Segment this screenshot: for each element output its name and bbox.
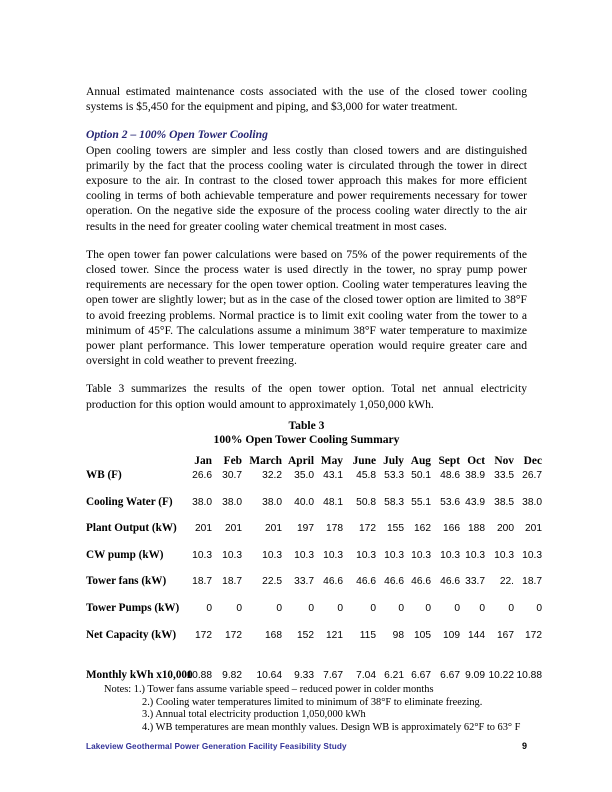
- cell: 172: [195, 629, 212, 641]
- table-row: [86, 615, 542, 642]
- cell: 50.1: [411, 470, 431, 482]
- cell: 10.3: [262, 549, 282, 561]
- cell: 144: [468, 629, 485, 641]
- cell: 55.1: [411, 496, 431, 508]
- table-header-feb: Feb: [223, 455, 242, 468]
- cell: 0: [479, 603, 485, 615]
- cell: 33.7: [465, 576, 485, 588]
- paragraph-table-intro: Table 3 summarizes the results of the open tower option. Total net annual electricity production for this option would amount to approximately 1,050,000 kWh.: [86, 382, 527, 411]
- table-row: [86, 469, 542, 482]
- cell: 10.88: [516, 669, 542, 681]
- cell: 201: [265, 523, 282, 535]
- cell: 6.21: [384, 669, 404, 681]
- cell: 22.5: [262, 576, 282, 588]
- cell: 105: [414, 629, 431, 641]
- note-text-3: 3.) Annual total electricity production 1,050,000 kWh: [142, 709, 366, 721]
- cell: 0: [536, 603, 542, 615]
- cell: 121: [326, 629, 343, 641]
- cell: 18.7: [522, 576, 542, 588]
- table-header-jan: Jan: [194, 455, 212, 468]
- table-header-nov: Nov: [494, 455, 514, 468]
- row-label-tower-pumps: Tower Pumps (kW): [86, 602, 180, 615]
- cell: 32.2: [262, 470, 282, 482]
- cell: 115: [359, 629, 376, 641]
- row-label-cooling-water: Cooling Water (F): [86, 495, 173, 508]
- cell: 0: [308, 603, 314, 615]
- table-row: [86, 562, 542, 589]
- cell: 46.6: [323, 576, 343, 588]
- table-notes: [86, 684, 527, 735]
- cell: 0: [454, 603, 460, 615]
- cell: 33.7: [294, 576, 314, 588]
- cell: 10.3: [384, 549, 404, 561]
- cell: 40.0: [294, 496, 314, 508]
- table-header-sept: Sept: [438, 455, 460, 468]
- note-line: [142, 697, 527, 710]
- cell: 172: [525, 629, 542, 641]
- cell: 0: [276, 603, 282, 615]
- cell: 46.6: [440, 576, 460, 588]
- cell: 38.9: [465, 470, 485, 482]
- cell: 10.3: [294, 549, 314, 561]
- cell: 188: [468, 523, 485, 535]
- cell: 38.0: [192, 496, 212, 508]
- cell: 53.3: [384, 470, 404, 482]
- table-row: [86, 482, 542, 509]
- cell: 10.3: [465, 549, 485, 561]
- table-row: [86, 642, 542, 682]
- cell: 10.3: [356, 549, 376, 561]
- cell: 201: [225, 523, 242, 535]
- cell: 18.7: [192, 576, 212, 588]
- cell: 109: [443, 629, 460, 641]
- cell: 26.7: [522, 470, 542, 482]
- cell: 18.7: [222, 576, 242, 588]
- cell: 178: [326, 523, 343, 535]
- table-caption-line-2: 100% Open Tower Cooling Summary: [213, 433, 400, 447]
- cell: 53.6: [440, 496, 460, 508]
- cell: 162: [414, 523, 431, 535]
- row-label-plant-output: Plant Output (kW): [86, 522, 177, 535]
- cell: 10.3: [522, 549, 542, 561]
- note-text-1: 1.) Tower fans assume variable speed – reduced power in colder months: [133, 683, 434, 695]
- cell: 48.6: [440, 470, 460, 482]
- row-label-wb: WB (F): [86, 469, 122, 482]
- page-footer: [86, 742, 527, 756]
- cell: 155: [387, 523, 404, 535]
- cell: 10.3: [494, 549, 514, 561]
- cell: 38.0: [522, 496, 542, 508]
- cell: 10.3: [440, 549, 460, 561]
- cell: 197: [297, 523, 314, 535]
- cell: 0: [508, 603, 514, 615]
- cell: 46.6: [411, 576, 431, 588]
- cell: 43.1: [323, 470, 343, 482]
- cell: 6.67: [440, 669, 460, 681]
- cell: 10.88: [186, 669, 212, 681]
- cell: 0: [337, 603, 343, 615]
- table-header-june: June: [352, 455, 376, 468]
- note-text-4: 4.) WB temperatures are mean monthly values. Design WB is approximately 62°F to 63° F: [142, 722, 521, 734]
- paragraph-maintenance-costs: Annual estimated maintenance costs associated with the use of the closed tower cooling systems is $5,450 for the equipment and piping, and $3,000 for water treatment.: [86, 85, 527, 114]
- table-body: [86, 469, 542, 682]
- cell: 43.9: [465, 496, 485, 508]
- cell: 38.0: [222, 496, 242, 508]
- cell: 172: [225, 629, 242, 641]
- cell: 35.0: [294, 470, 314, 482]
- table-row: [86, 509, 542, 536]
- cell: 98: [392, 629, 404, 641]
- cell: 10.64: [256, 669, 282, 681]
- cell: 46.6: [356, 576, 376, 588]
- cell: 0: [236, 603, 242, 615]
- page-content: [86, 84, 542, 735]
- cell: 0: [370, 603, 376, 615]
- cell: 33.5: [494, 470, 514, 482]
- open-tower-cooling-summary-table: [86, 454, 542, 682]
- page-number: 9: [521, 741, 527, 751]
- cell: 6.67: [411, 669, 431, 681]
- cell: 10.3: [192, 549, 212, 561]
- table-row: [86, 589, 542, 616]
- table-header-row: [86, 454, 542, 469]
- cell: 10.3: [411, 549, 431, 561]
- table-header-may: May: [320, 455, 343, 468]
- cell: 22.: [499, 576, 514, 588]
- paragraph-fan-power-calculations: The open tower fan power calculations were based on 75% of the power requirements of the closed tower. Since the process water is used directly in the tower, no spray pump power requirements are necessary for the open tower option. Cooling water temperatures leaving the open tower are slightly lower; but as in the case of the closed tower option are limited to 38°F to avoid freezing problems. Normal practice is to limit exit cooling water from the tower to a minimum of 45°F. The calculations assume a minimum 38°F water temperature to maximize power plant performance. This lower temperature operation would require greater care and oversight in cold weather to prevent freezing.: [86, 247, 527, 368]
- table-header-july: July: [383, 455, 404, 468]
- cell: 26.6: [192, 470, 212, 482]
- row-label-net-capacity: Net Capacity (kW): [86, 628, 177, 641]
- cell: 9.09: [465, 669, 485, 681]
- cell: 45.8: [356, 470, 376, 482]
- cell: 50.8: [356, 496, 376, 508]
- cell: 172: [359, 523, 376, 535]
- table-header-april: April: [288, 455, 314, 468]
- row-label-tower-fans: Tower fans (kW): [86, 575, 167, 588]
- cell: 58.3: [384, 496, 404, 508]
- cell: 9.82: [222, 669, 242, 681]
- note-line: [142, 709, 527, 722]
- table-header-rowlabel: [86, 454, 182, 469]
- cell: 200: [497, 523, 514, 535]
- section-heading-option-2: Option 2 – 100% Open Tower Cooling: [86, 128, 268, 142]
- cell: 30.7: [222, 470, 242, 482]
- table-caption: [86, 419, 527, 448]
- notes-label: Notes:: [104, 683, 132, 695]
- cell: 166: [443, 523, 460, 535]
- cell: 48.1: [323, 496, 343, 508]
- paragraph-open-tower-description: Open cooling towers are simpler and less costly than closed towers and are distinguished primarily by the fact that the process cooling water is circulated through the tower in direct exposure to the air. In contrast to the closed tower approach this makes for more efficient cooling in terms of both achievable temperature and power requirements necessary for tower operation. On the negative side the exposure of the process cooling water directly to the air results in the need for greater cooling water chemical treatment in most cases.: [86, 143, 527, 233]
- cell: 201: [525, 523, 542, 535]
- footer-title: Lakeview Geothermal Power Generation Facility Feasibility Study: [86, 742, 347, 751]
- cell: 0: [398, 603, 404, 615]
- table-header-dec: Dec: [523, 455, 542, 468]
- cell: 46.6: [384, 576, 404, 588]
- cell: 0: [206, 603, 212, 615]
- cell: 10.3: [222, 549, 242, 561]
- cell: 201: [195, 523, 212, 535]
- table-caption-line-1: Table 3: [288, 418, 325, 432]
- table-header-oct: Oct: [467, 455, 485, 468]
- cell: 38.5: [494, 496, 514, 508]
- cell: 0: [425, 603, 431, 615]
- cell: 10.3: [323, 549, 343, 561]
- table-row: [86, 536, 542, 563]
- cell: 7.67: [323, 669, 343, 681]
- note-line: [142, 722, 527, 735]
- table-header-march: March: [249, 455, 282, 468]
- note-line: [104, 684, 527, 697]
- note-text-2: 2.) Cooling water temperatures limited to minimum of 38°F to eliminate freezing.: [142, 696, 483, 708]
- cell: 9.33: [294, 669, 314, 681]
- cell: 7.04: [356, 669, 376, 681]
- cell: 152: [297, 629, 314, 641]
- row-label-cw-pump: CW pump (kW): [86, 548, 164, 561]
- row-label-monthly-kwh: Monthly kWh x10,000: [86, 668, 193, 681]
- cell: 168: [265, 629, 282, 641]
- table-header-aug: Aug: [410, 455, 431, 468]
- cell: 38.0: [262, 496, 282, 508]
- cell: 167: [497, 629, 514, 641]
- cell: 10.22: [488, 669, 514, 681]
